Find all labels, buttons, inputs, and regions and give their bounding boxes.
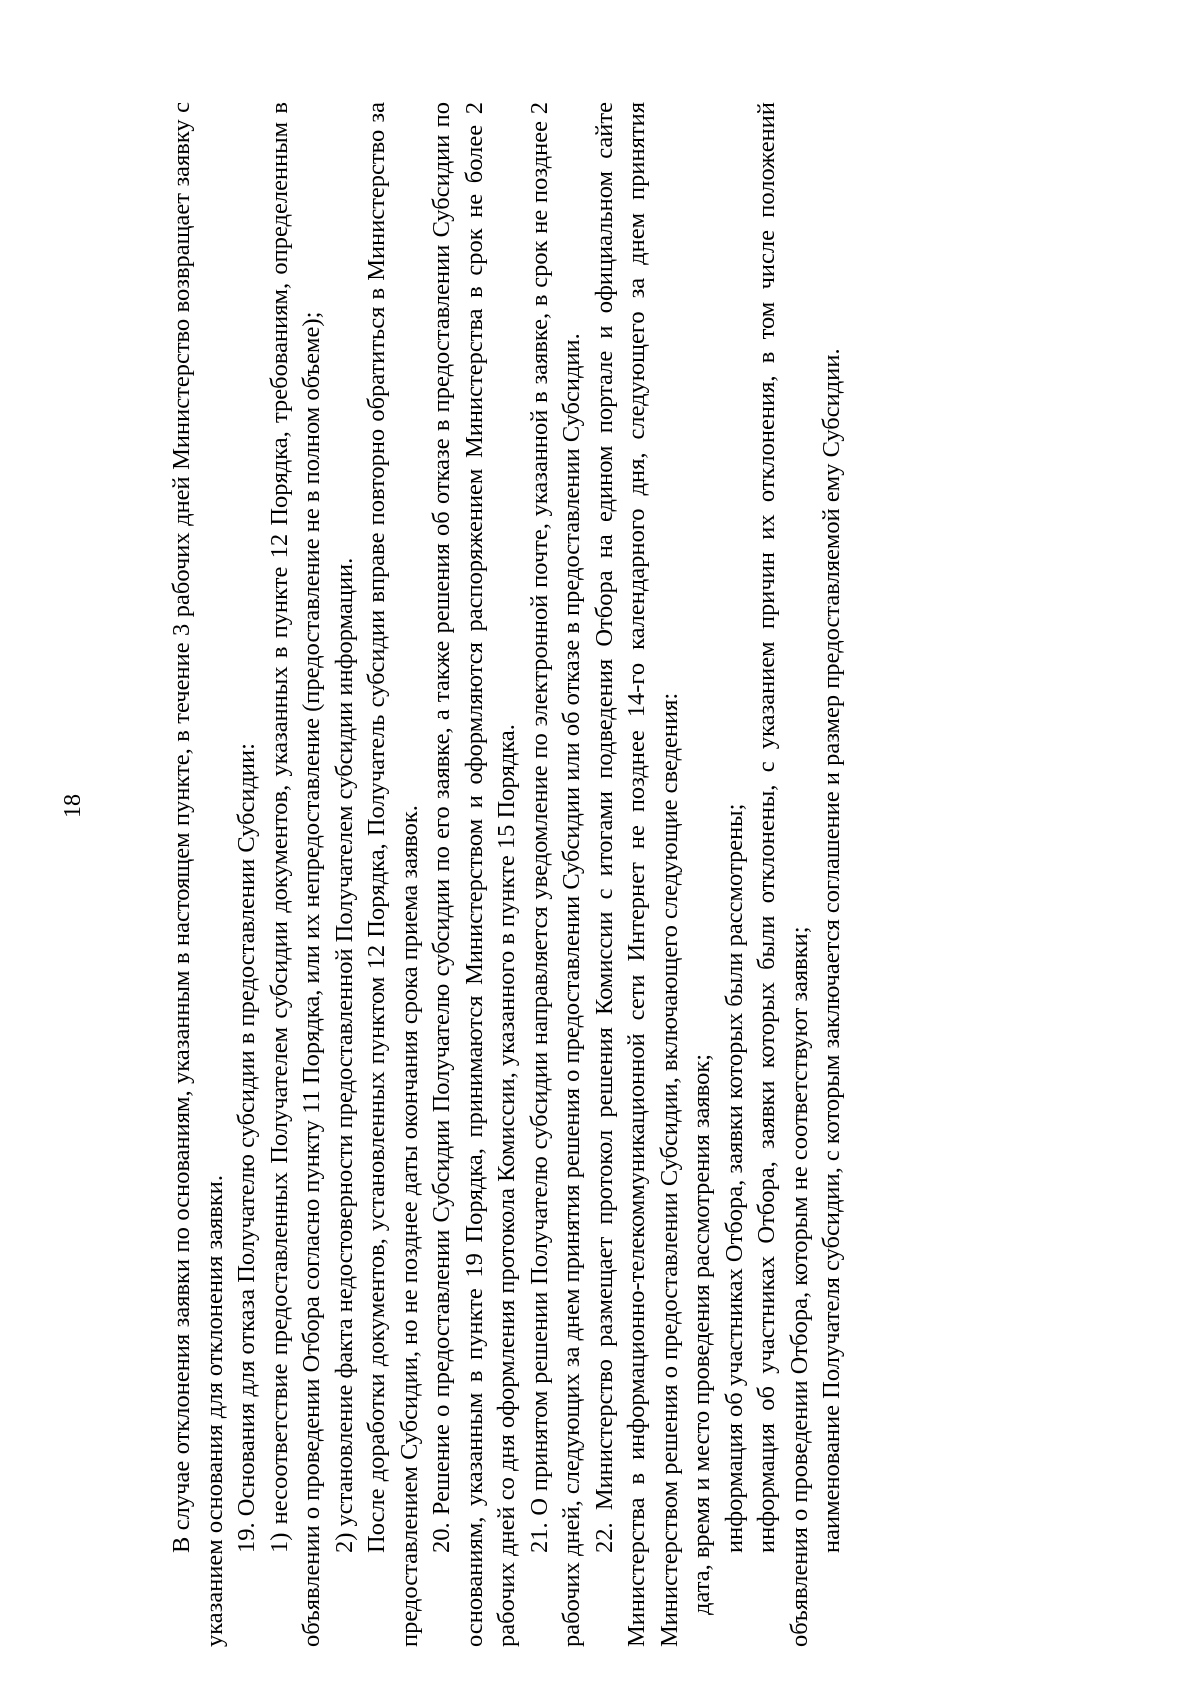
paragraph: 22. Министерство размещает протокол решения Комиссии с итогами подведения Отбора на едином портале и официальном сайте Министерства в информационно-телекоммуникационной сети Интернет не позднее 14-го календарного дня, следующего за днем принятия Министерством решения о предоставлении Субсидии, включающего следующие сведения: — [590, 102, 683, 1647]
paragraph: наименование Получателя субсидии, с которым заключается соглашение и размер предоставляемой ему Субсидии. — [818, 348, 845, 1553]
paragraph: дата, время и место проведения рассмотрения заявок; — [688, 1053, 715, 1615]
paragraph: 2) установление факта недостоверности предоставленной Получателем субсидии информации. — [330, 557, 358, 1553]
document-body — [166, 102, 849, 1647]
paragraph: 1) несоответствие предоставленных Получателем субсидии документов, указанных в пункте 12 Порядка, требованиям, определенным в объявлении о проведении Отбора согласно пункту 11 Порядка, или их непредоставление (предоставление не в полном объеме); — [265, 102, 325, 1647]
paragraph: информация об участниках Отбора, заявки которых были рассмотрены; — [720, 803, 748, 1553]
paragraph: После доработки документов, установленных пунктом 12 Порядка, Получатель субсидии вправе повторно обратиться в Министерство за предоставлением Субсидии, но не позднее даты окончания срока приема заявок. — [363, 102, 423, 1647]
paragraph: 21. О принятом решении Получателю субсидии направляется уведомление по электронной почте, указанной в заявке, в срок не позднее 2 рабочих дней, следующих за днем принятия решения о предоставлении Субсидии или об отказе в предоставлении Субсидии. — [525, 102, 585, 1647]
paragraph: 19. Основания для отказа Получателю субсидии в предоставлении Субсидии: — [233, 743, 260, 1553]
paragraph: В случае отклонения заявки по основаниям, указанным в настоящем пункте, в течение 3 рабочих дней Министерство возвращает заявку с указанием основания для отклонения заявки. — [168, 102, 228, 1647]
page-number: 18 — [60, 794, 86, 818]
paragraph: информация об участниках Отбора, заявки которых были отклонены, с указанием причин их отклонения, в том числе положений объявления о проведении Отбора, которым не соответствуют заявки; — [753, 102, 813, 1647]
paragraph: 20. Решение о предоставлении Субсидии Получателю субсидии по его заявке, а также решения об отказе в предоставлении Субсидии по основаниям, указанным в пункте 19 Порядка, принимаются Министерством и оформляются распоряжением Министерства в срок не более 2 рабочих дней со дня оформления протокола Комиссии, указанного в пункте 15 Порядка. — [428, 102, 520, 1647]
